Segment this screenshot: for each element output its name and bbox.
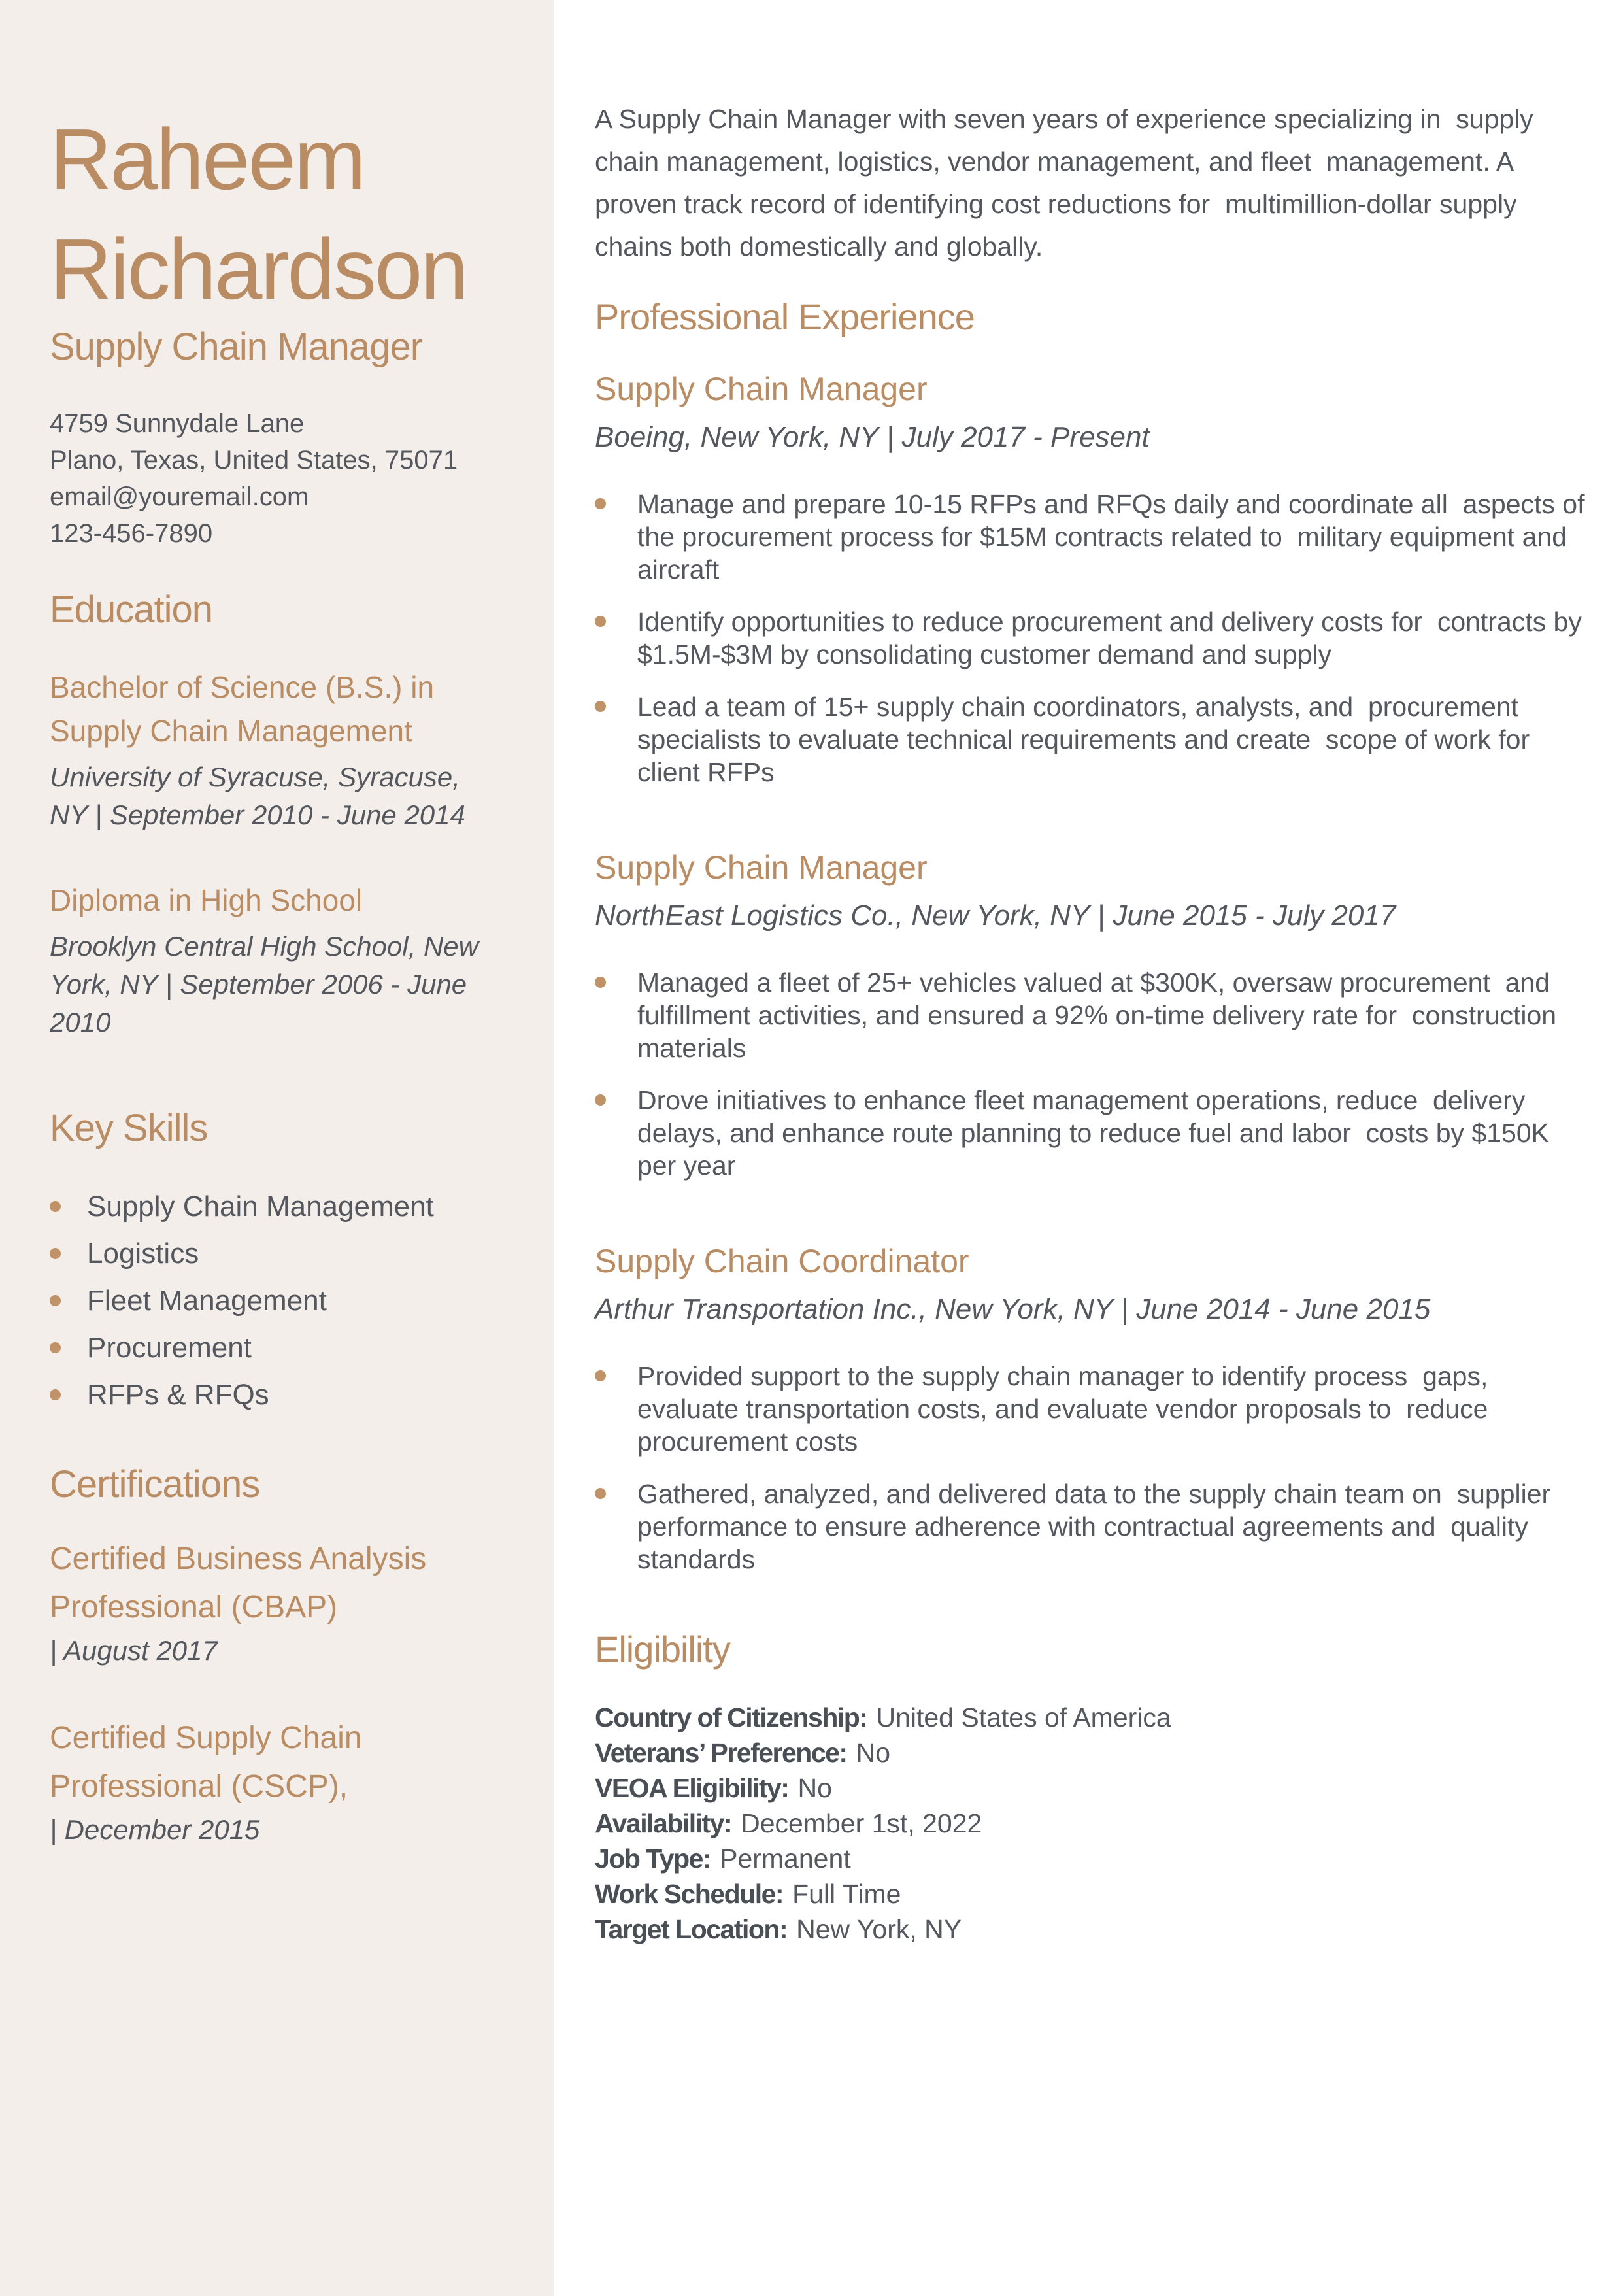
eligibility-heading: Eligibility — [595, 1629, 730, 1670]
skill-item — [50, 1236, 503, 1271]
certification-date: | August 2017 — [50, 1635, 218, 1666]
job-bullet — [595, 488, 1590, 586]
eligibility-row — [595, 1735, 1590, 1770]
education-meta: University of Syracuse, Syracuse, NY | September 2010 - June 2014 — [50, 762, 465, 830]
job-bullet-text: Managed a fleet of 25+ vehicles valued at $300K, oversaw procurement and fulfillment activities, and ensured a 92% on-time delivery rate for construction materials — [637, 968, 1564, 1063]
job-bullet — [595, 690, 1590, 788]
eligibility-label: Job Type: — [595, 1844, 711, 1874]
bullet-dot-icon — [50, 1295, 61, 1306]
skill-item — [50, 1330, 503, 1365]
job-bullet-list — [595, 966, 1590, 1182]
eligibility-label: VEOA Eligibility: — [595, 1773, 789, 1803]
job-bullet-text: Manage and prepare 10-15 RFPs and RFQs daily and coordinate all aspects of the procurement process for $15M contracts related to military equipment and aircraft — [637, 489, 1592, 584]
eligibility-value: New York, NY — [796, 1914, 962, 1944]
job-bullet — [595, 1084, 1590, 1182]
skill-item — [50, 1377, 503, 1412]
bullet-dot-icon — [50, 1201, 61, 1212]
bullet-dot-icon — [50, 1248, 61, 1259]
skill-label: Fleet Management — [87, 1285, 327, 1317]
job-bullet — [595, 1477, 1590, 1576]
eligibility-row — [595, 1912, 1590, 1947]
contact-email: email@youremail.com — [50, 482, 309, 511]
contact-address-line2: Plano, Texas, United States, 75071 — [50, 446, 458, 475]
job-company-dates: Boeing, New York, NY | July 2017 - Present — [595, 421, 1150, 453]
eligibility-value: Full Time — [792, 1879, 901, 1909]
skill-item — [50, 1189, 503, 1224]
bullet-dot-icon — [595, 616, 606, 627]
job-entry — [595, 847, 1590, 1182]
certification-item — [50, 1714, 503, 1849]
eligibility-value: No — [856, 1738, 891, 1768]
sidebar — [0, 0, 554, 2296]
job-bullet-text: Identify opportunities to reduce procurement and delivery costs for contracts by $1.5M-$3M by consolidating customer demand and supply — [637, 607, 1590, 669]
education-item — [50, 666, 503, 834]
skill-label: Logistics — [87, 1238, 199, 1270]
eligibility-row — [595, 1841, 1590, 1876]
certification-item — [50, 1535, 503, 1670]
skills-list — [50, 1189, 503, 1412]
job-bullet-list — [595, 488, 1590, 788]
job-entry — [595, 369, 1590, 788]
job-title: Supply Chain Manager — [595, 849, 928, 886]
job-bullet-text: Provided support to the supply chain manager to identify process gaps, evaluate transportation costs, and evaluate vendor proposals to reduce procurement costs — [637, 1361, 1496, 1457]
eligibility-row — [595, 1770, 1590, 1806]
bullet-dot-icon — [595, 977, 606, 988]
certifications-heading: Certifications — [50, 1463, 260, 1506]
bullet-dot-icon — [595, 1094, 606, 1106]
eligibility-label: Veterans’ Preference: — [595, 1738, 847, 1768]
eligibility-value: No — [797, 1773, 832, 1803]
experience-heading: Professional Experience — [595, 296, 975, 337]
eligibility-row — [595, 1700, 1590, 1735]
skill-label: Procurement — [87, 1332, 252, 1364]
bullet-dot-icon — [595, 1488, 606, 1499]
job-company-dates: NorthEast Logistics Co., New York, NY | June 2015 - July 2017 — [595, 900, 1396, 932]
eligibility-label: Work Schedule: — [595, 1879, 784, 1909]
eligibility-label: Target Location: — [595, 1914, 788, 1944]
eligibility-value: December 1st, 2022 — [741, 1808, 982, 1838]
education-degree: Diploma in High School — [50, 883, 363, 917]
key-skills-heading: Key Skills — [50, 1107, 208, 1149]
bullet-dot-icon — [595, 498, 606, 509]
contact-address-line1: 4759 Sunnydale Lane — [50, 409, 305, 438]
eligibility-row — [595, 1876, 1590, 1912]
person-name: Raheem Richardson — [50, 111, 467, 317]
job-title: Supply Chain Coordinator — [595, 1243, 969, 1279]
job-bullet-text: Lead a team of 15+ supply chain coordinators, analysts, and procurement specialists to evaluate technical requirements and create scope of work for client RFPs — [637, 692, 1537, 787]
certification-date: | December 2015 — [50, 1814, 260, 1845]
eligibility-label: Country of Citizenship: — [595, 1702, 867, 1732]
skill-label: RFPs & RFQs — [87, 1379, 269, 1411]
eligibility-list — [595, 1700, 1590, 1947]
job-bullet — [595, 966, 1590, 1064]
eligibility-value: Permanent — [720, 1844, 851, 1874]
main-column — [554, 0, 1623, 2296]
bullet-dot-icon — [50, 1342, 61, 1353]
eligibility-label: Availability: — [595, 1808, 732, 1838]
education-degree: Bachelor of Science (B.S.) in Supply Chain Management — [50, 670, 435, 748]
bullet-dot-icon — [595, 1370, 606, 1381]
contact-block — [50, 405, 503, 552]
certification-title: Certified Business Analysis Professional (CBAP) — [50, 1542, 427, 1625]
contact-phone: 123-456-7890 — [50, 519, 213, 548]
skill-label: Supply Chain Management — [87, 1190, 434, 1223]
education-item — [50, 879, 503, 1041]
job-bullet-list — [595, 1360, 1590, 1576]
education-meta: Brooklyn Central High School, New York, NY | September 2006 - June 2010 — [50, 931, 478, 1038]
job-company-dates: Arthur Transportation Inc., New York, NY | June 2014 - June 2015 — [595, 1293, 1431, 1325]
job-title: Supply Chain Manager — [595, 371, 928, 407]
bullet-dot-icon — [50, 1389, 61, 1400]
job-bullet-text: Gathered, analyzed, and delivered data to the supply chain team on supplier performance to ensure adherence with contractual agreements and quality standards — [637, 1479, 1558, 1574]
job-bullet — [595, 605, 1590, 671]
education-heading: Education — [50, 588, 212, 631]
eligibility-value: United States of America — [876, 1702, 1171, 1732]
skill-item — [50, 1283, 503, 1318]
person-job-title: Supply Chain Manager — [50, 326, 423, 368]
job-bullet — [595, 1360, 1590, 1458]
professional-summary: A Supply Chain Manager with seven years of experience specializing in supply chain management, logistics, vendor management, and fleet management. A proven track record of identifying cost reductions for multimillion-dollar supply chains both domestically and globally. — [595, 104, 1541, 262]
job-bullet-text: Drove initiatives to enhance fleet management operations, reduce delivery delays, and enhance route planning to reduce fuel and labor costs by $150K per year — [637, 1085, 1557, 1181]
eligibility-row — [595, 1806, 1590, 1841]
job-entry — [595, 1241, 1590, 1576]
bullet-dot-icon — [595, 701, 606, 712]
certification-title: Certified Supply Chain Professional (CSCP), — [50, 1721, 362, 1804]
